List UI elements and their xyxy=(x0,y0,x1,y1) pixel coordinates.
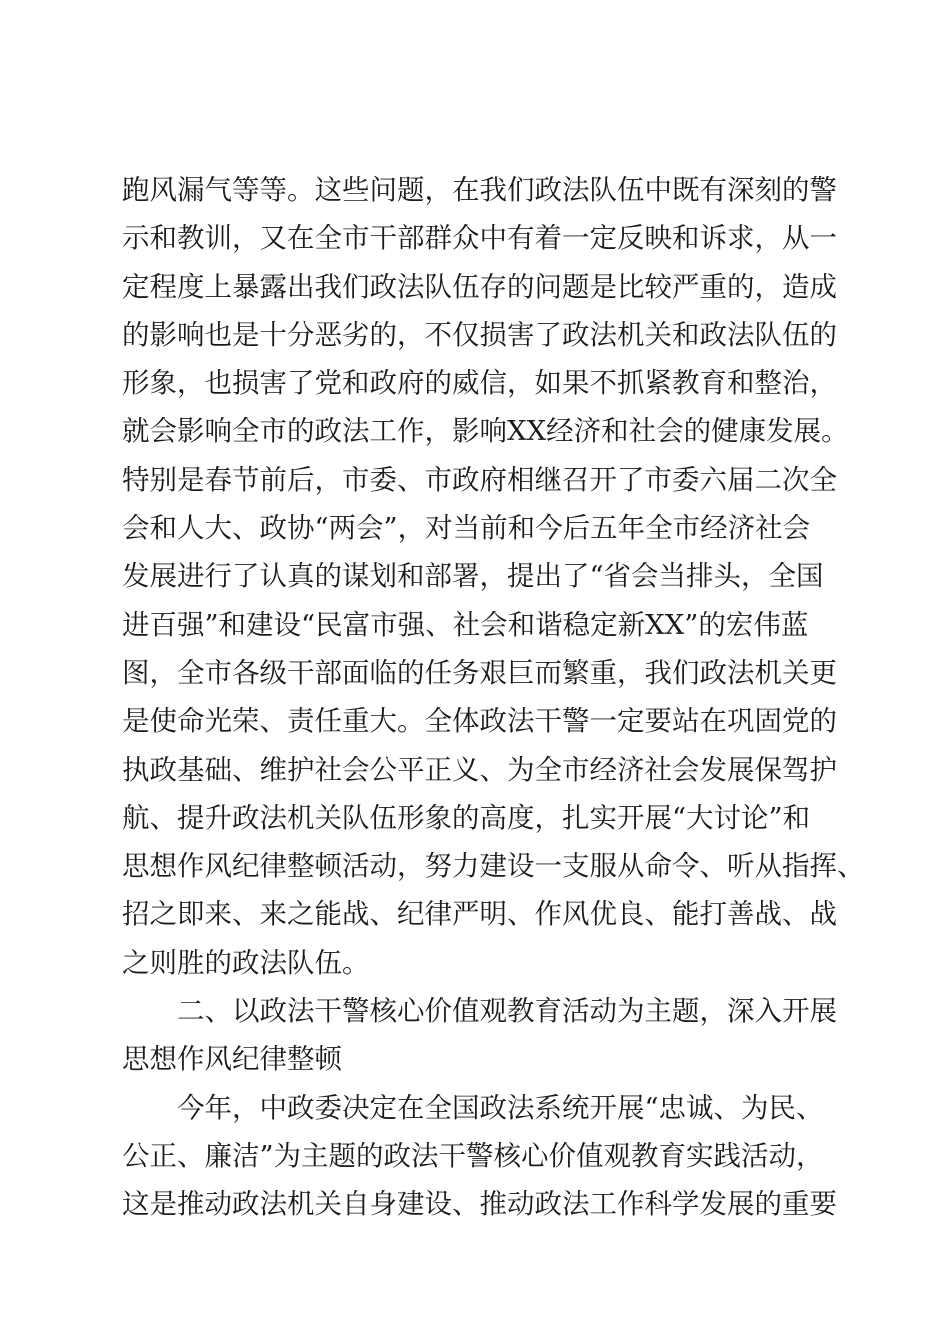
text-line: 思想作风纪律整顿活动，努力建设一支服从命令、听从指挥、 xyxy=(122,850,865,883)
text-line: 形象，也损害了党和政府的威信，如果不抓紧教育和整治， xyxy=(122,367,837,400)
text-line: 今年，中政委决定在全国政法系统开展“忠诚、为民、 xyxy=(177,1091,824,1124)
text-line: 会和人大、政协“两会”，对当前和今后五年全市经济社会 xyxy=(122,512,811,545)
section-heading-line: 二、以政法干警核心价值观教育活动为主题，深入开展 xyxy=(177,995,837,1028)
text-line: 定程度上暴露出我们政法队伍存的问题是比较严重的，造成 xyxy=(122,270,837,303)
section-heading-line: 思想作风纪律整顿 xyxy=(122,1043,342,1076)
text-line: 执政基础、维护社会公平正义、为全市经济社会发展保驾护 xyxy=(122,753,837,786)
text-line: 之则胜的政法队伍。 xyxy=(122,946,370,979)
text-line: 招之即来、来之能战、纪律严明、作风优良、能打善战、战 xyxy=(122,898,837,931)
text-line: 公正、廉洁”为主题的政法干警核心价值观教育实践活动， xyxy=(122,1139,824,1172)
text-line: 的影响也是十分恶劣的，不仅损害了政法机关和政法队伍的 xyxy=(122,318,837,351)
text-line: 示和教训，又在全市干部群众中有着一定反映和诉求，从一 xyxy=(122,222,837,255)
text-line: 发展进行了认真的谋划和部署，提出了“省会当排头，全国 xyxy=(122,560,824,593)
text-line: 是使命光荣、责任重大。全体政法干警一定要站在巩固党的 xyxy=(122,705,837,738)
text-line: 就会影响全市的政法工作，影响XX经济和社会的健康发展。 xyxy=(122,415,849,448)
text-line: 进百强”和建设“民富市强、社会和谐稳定新XX”的宏伟蓝 xyxy=(122,608,809,641)
text-line: 航、提升政法机关队伍形象的高度，扎实开展“大讨论”和 xyxy=(122,801,811,834)
text-line: 跑风漏气等等。这些问题，在我们政法队伍中既有深刻的警 xyxy=(122,174,837,206)
text-line: 图，全市各级干部面临的任务艰巨而繁重，我们政法机关更 xyxy=(122,656,837,689)
document-body xyxy=(122,166,865,1229)
text-line: 特别是春节前后，市委、市政府相继召开了市委六届二次全 xyxy=(122,463,837,496)
text-line: 这是推动政法机关自身建设、推动政法工作科学发展的重要 xyxy=(122,1188,837,1221)
